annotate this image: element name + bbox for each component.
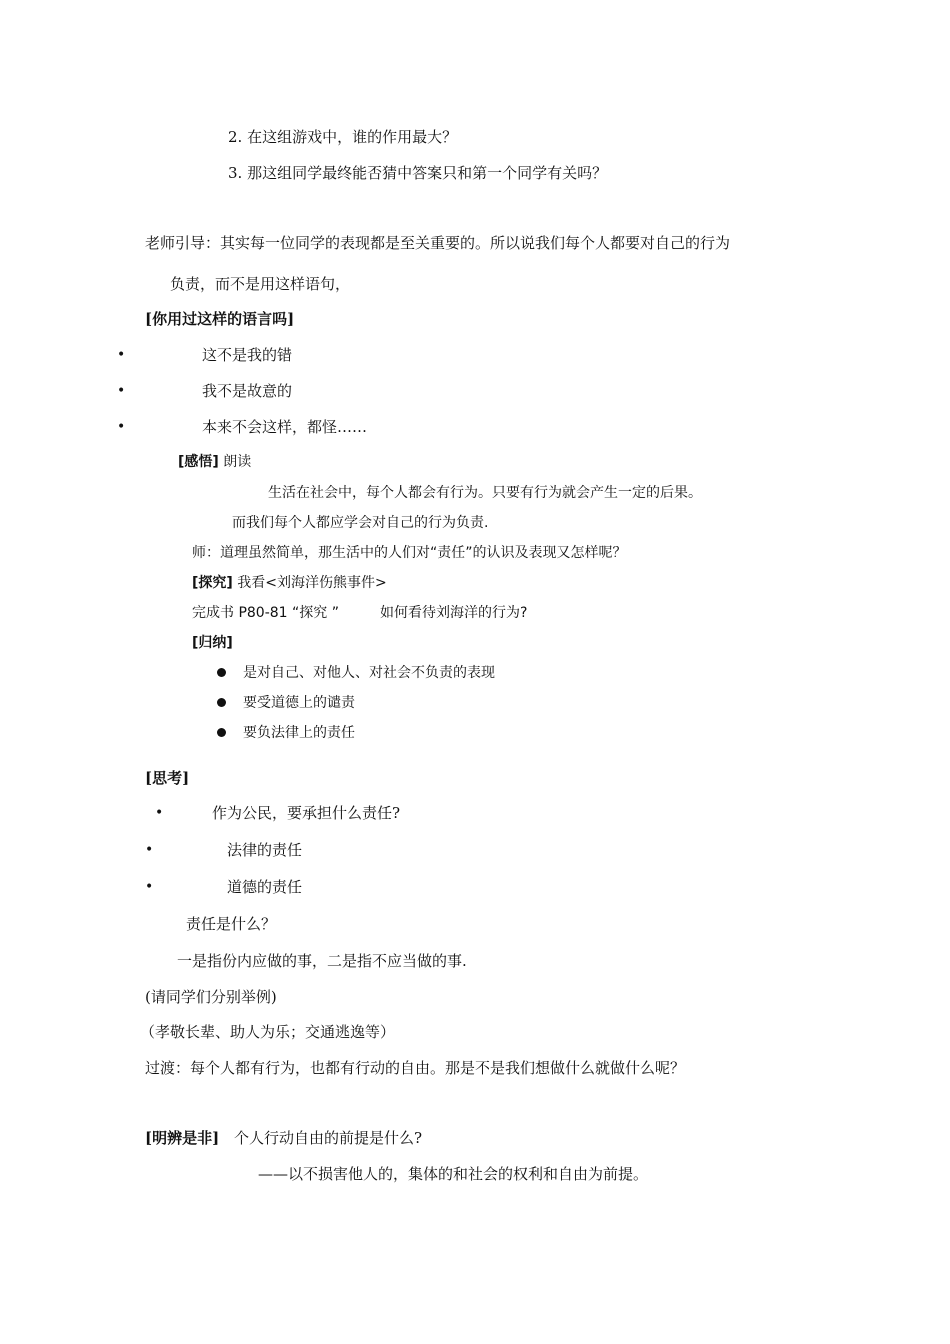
language-item: 我不是故意的 bbox=[202, 382, 293, 400]
reflection-line2: 而我们每个人都应学会对自己的行为负责. bbox=[232, 515, 489, 531]
question-3: 3. 那这组同学最终能否猜中答案只和第一个同学有关吗？ bbox=[228, 164, 608, 182]
bullet-icon: • bbox=[155, 805, 164, 821]
transition: 过渡：每个人都有行为，也都有行动的自由。那是不是我们想做什么就做什么呢？ bbox=[145, 1059, 686, 1077]
bullet-icon bbox=[217, 728, 226, 737]
distinguish-tag: [明辨是非] bbox=[145, 1129, 220, 1147]
distinguish-question: 个人行动自由的前提是什么? bbox=[233, 1129, 423, 1147]
explore-header bbox=[192, 573, 387, 593]
what-is-responsibility: 责任是什么？ bbox=[186, 915, 277, 933]
explore-tag: [探究] bbox=[192, 575, 233, 591]
responsibility-answer: 一是指份内应做的事，二是指不应当做的事. bbox=[177, 952, 467, 970]
question-2: 2. 在这组游戏中，谁的作用最大？ bbox=[228, 128, 458, 146]
summary-item: 是对自己、对他人、对社会不负责的表现 bbox=[243, 665, 495, 681]
explore-task-a: 完成书 P80-81 “探究 ” bbox=[192, 605, 339, 621]
teacher-question: 师：道理虽然简单，那生活中的人们对“责任”的认识及表现又怎样呢？ bbox=[192, 545, 627, 561]
explore-text: 我看<刘海洋伤熊事件> bbox=[237, 575, 387, 591]
language-heading: [你用过这样的语言吗] bbox=[145, 310, 295, 328]
bullet-icon: • bbox=[145, 842, 154, 858]
bullet-icon: • bbox=[145, 879, 154, 895]
distinguish-header bbox=[145, 1128, 422, 1148]
bullet-icon bbox=[217, 668, 226, 677]
bullet-icon: • bbox=[117, 419, 126, 435]
teacher-guide-line2: 负责，而不是用这样语句， bbox=[170, 275, 351, 293]
think-question: 作为公民，要承担什么责任? bbox=[212, 804, 401, 822]
summary-item: 要受道德上的谴责 bbox=[243, 695, 355, 711]
summary-tag: [归纳] bbox=[192, 635, 233, 651]
reflection-label: 朗读 bbox=[223, 454, 252, 470]
reflection-line1: 生活在社会中，每个人都会有行为。只要有行为就会产生一定的后果。 bbox=[268, 485, 702, 501]
reflection-header bbox=[178, 452, 251, 472]
language-item: 本来不会这样，都怪…… bbox=[202, 418, 368, 436]
example-prompt: (请同学们分别举例) bbox=[145, 988, 277, 1006]
reflection-tag: [感悟] bbox=[178, 454, 219, 470]
summary-item: 要负法律上的责任 bbox=[243, 725, 355, 741]
think-heading: [思考] bbox=[145, 769, 190, 787]
explore-task-b: 如何看待刘海洋的行为? bbox=[380, 605, 528, 621]
think-item: 法律的责任 bbox=[227, 841, 303, 859]
distinguish-answer: ——以不损害他人的，集体的和社会的权利和自由为前提。 bbox=[258, 1165, 649, 1183]
bullet-icon bbox=[217, 698, 226, 707]
think-item: 道德的责任 bbox=[227, 878, 303, 896]
bullet-icon: • bbox=[117, 347, 126, 363]
language-item: 这不是我的错 bbox=[202, 346, 293, 364]
bullet-icon: • bbox=[117, 383, 126, 399]
teacher-guide-line1: 老师引导：其实每一位同学的表现都是至关重要的。所以说我们每个人都要对自己的行为 bbox=[145, 234, 731, 252]
examples: （孝敬长辈、助人为乐；交通逃逸等） bbox=[140, 1023, 396, 1041]
